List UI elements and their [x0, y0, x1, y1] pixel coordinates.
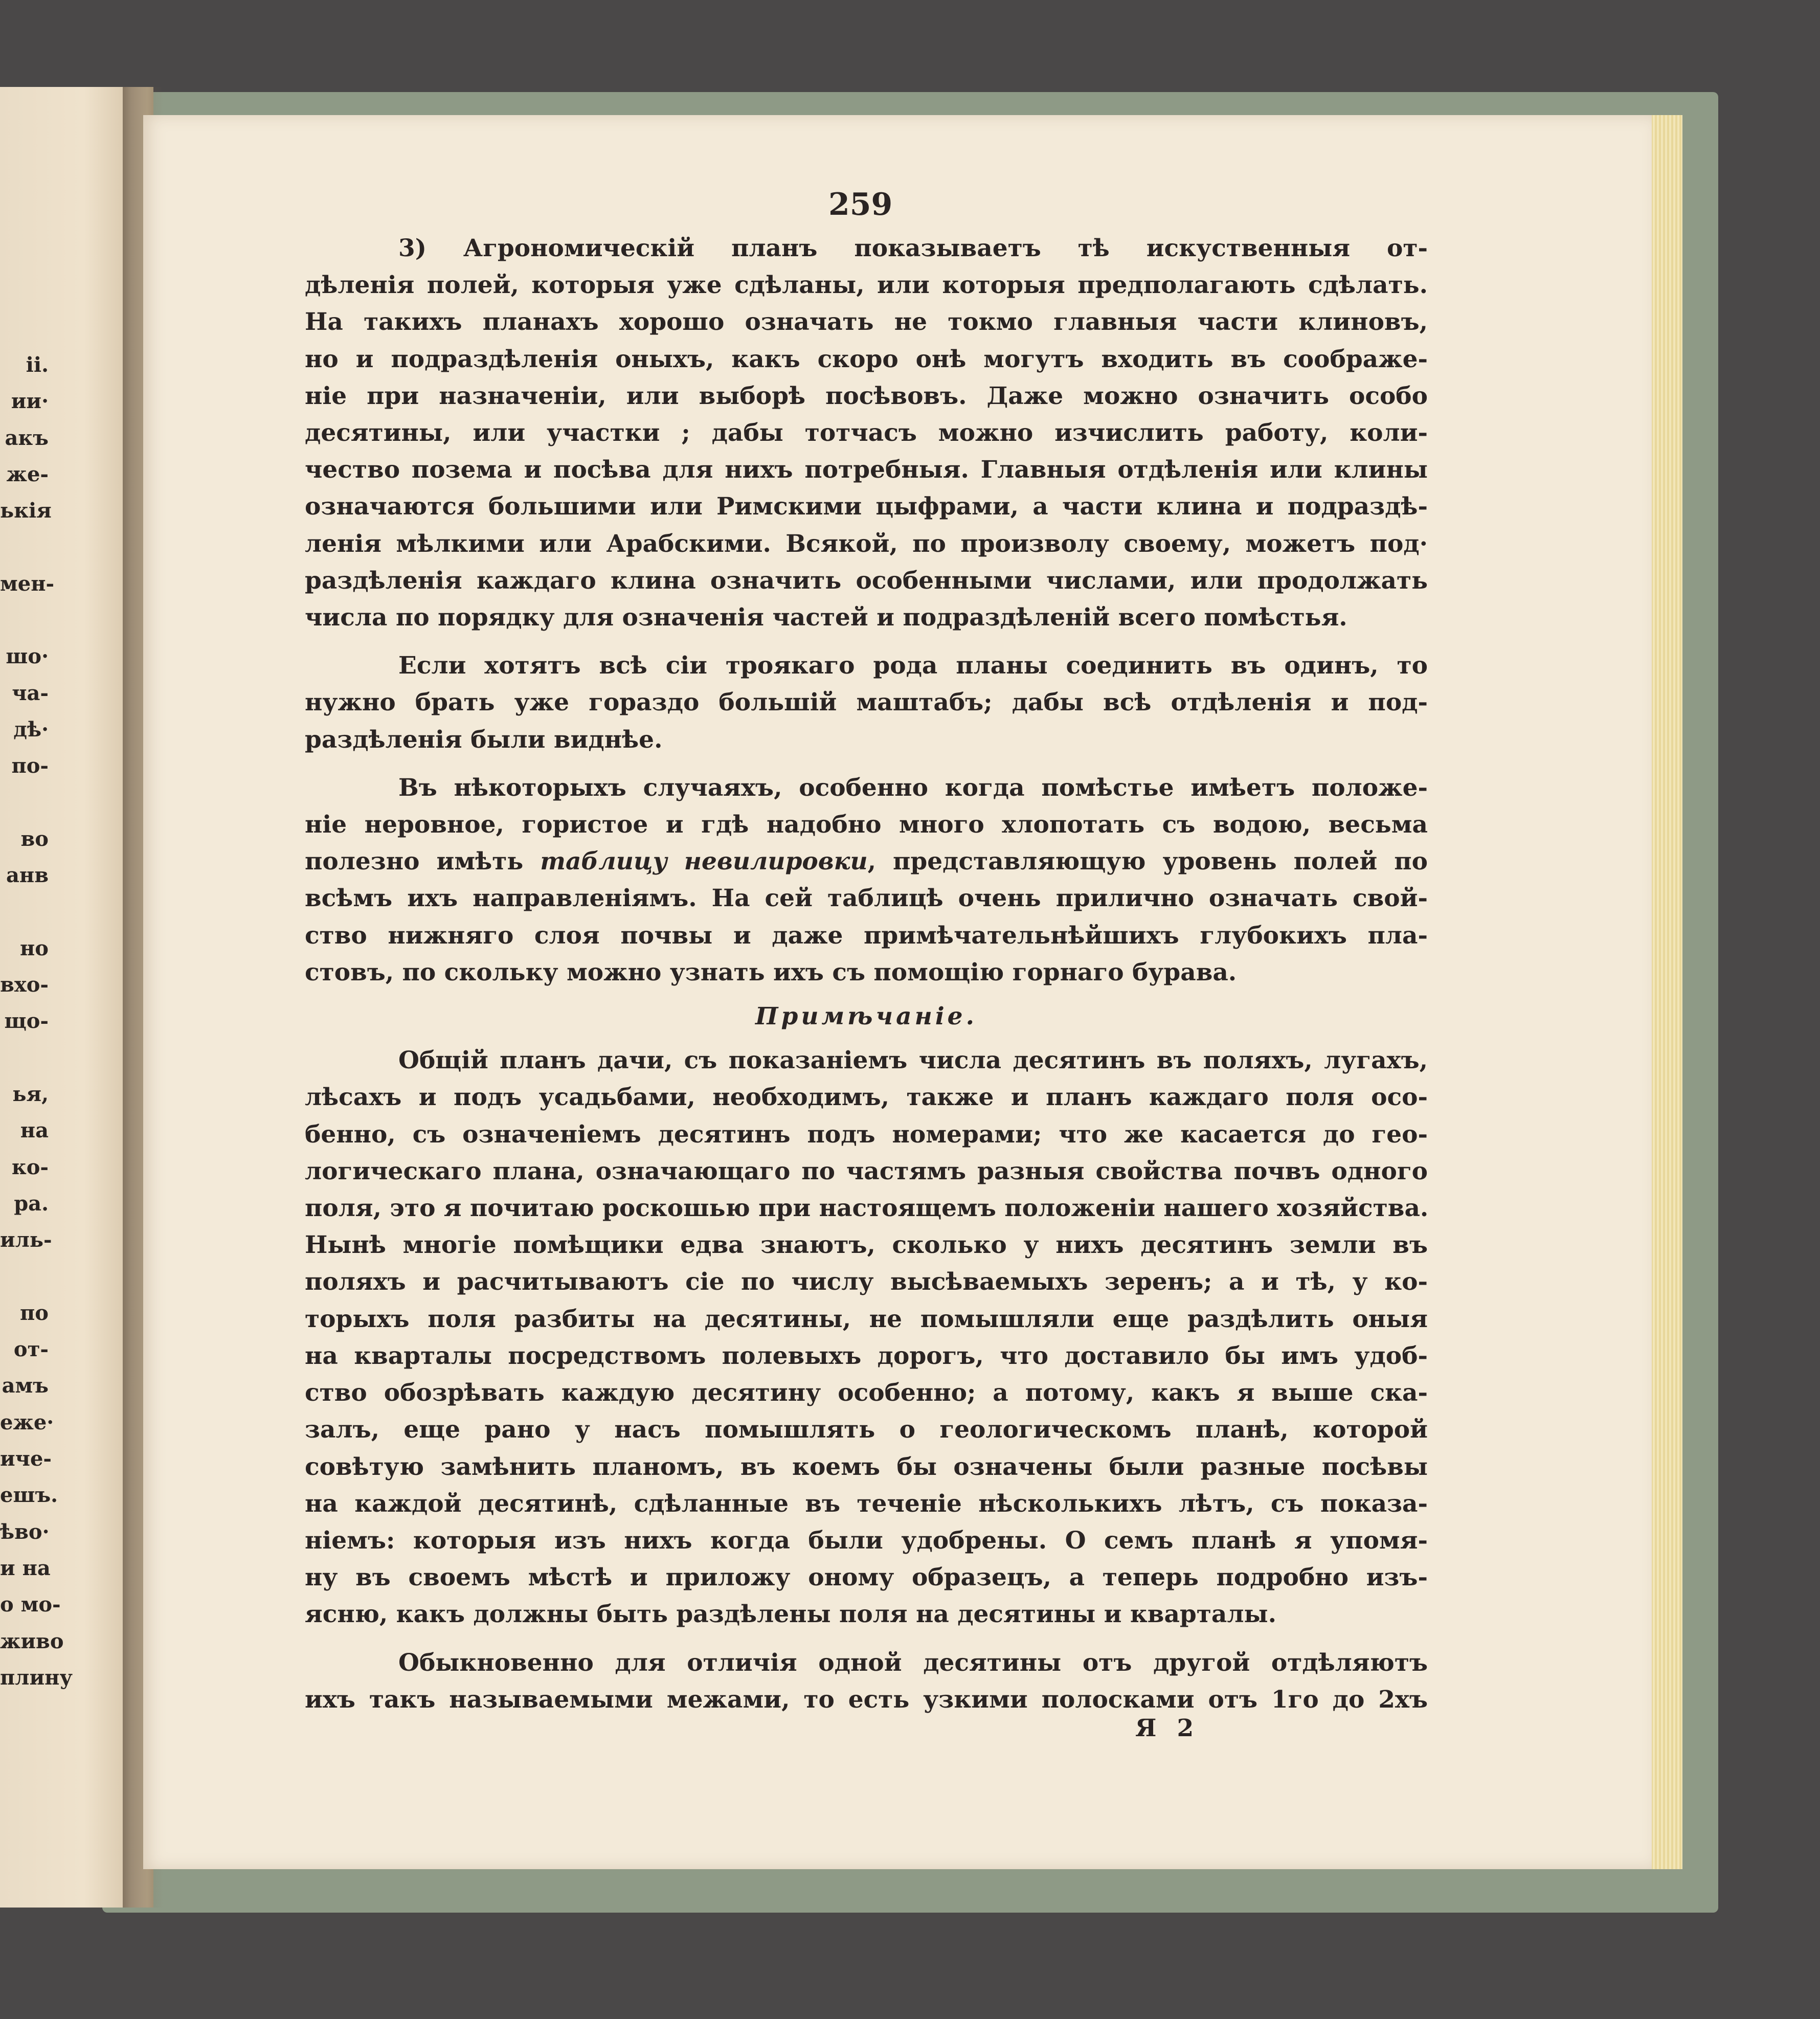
left-page-fragment: вхо-: [0, 973, 49, 997]
left-page-fragment: шо·: [6, 644, 49, 669]
text-segment: , представляющую уровень полей по: [867, 847, 1428, 876]
paragraph-note: [305, 1042, 1428, 1633]
text-line: Обыкновенно для отличія одной десятины отъ другой отдѣляютъ: [398, 1648, 1428, 1677]
text-line: залъ, еще рано у насъ помышлять о геологическомъ планѣ, которой: [305, 1416, 1428, 1444]
text-line: поляхъ и расчитываютъ сіе по числу высѣваемыхъ зеренъ; а и тѣ, у ко-: [305, 1268, 1428, 1296]
left-page-fragment: ко-: [11, 1155, 49, 1179]
section-heading: Примѣчаніе.: [755, 1002, 977, 1031]
text-line: раздѣленія каждаго клина означить особенными числами, или продолжать: [305, 566, 1428, 595]
text-line: всѣмъ ихъ направленіямъ. На сей таблицѣ очень прилично означать свой-: [305, 884, 1428, 913]
text-line: ленія мѣлкими или Арабскими. Всякой, по произволу своему, можетъ под·: [305, 529, 1428, 558]
text-line: На такихъ планахъ хорошо означать не токмо главныя части клиновъ,: [305, 308, 1428, 336]
text-line: ство обозрѣвать каждую десятину особенно; а потому, какъ я выше ска-: [305, 1379, 1428, 1407]
text-line: логическаго плана, означающаго по частямъ разныя свойства почвъ одного: [305, 1157, 1428, 1185]
left-page-fragment: мен-: [0, 571, 55, 596]
text-line: торыхъ поля разбиты на десятины, не помышляли еще раздѣлить оныя: [305, 1305, 1428, 1333]
signature-number: 2: [1177, 1714, 1194, 1742]
text-line: дѣленія полей, которыя уже сдѣланы, или которыя предполагають сдѣлать.: [305, 271, 1428, 300]
signature-letter: Я: [1135, 1714, 1157, 1742]
text-line: означаются большими или Римскими цыфрами, а части клина и подраздѣ-: [305, 492, 1428, 521]
page-number: 259: [828, 187, 893, 222]
text-line: бенно, съ означеніемъ десятинъ подъ номерами; что же касается до гео-: [305, 1120, 1428, 1149]
text-line: ство нижняго слоя почвы и даже примѣчательнѣйшихъ глубокихъ пла-: [305, 921, 1428, 950]
paragraph-combined-plans: [305, 647, 1428, 758]
text-line: ихъ такъ называемыми межами, то есть узкими полосками отъ 1го до 2хъ: [305, 1685, 1428, 1714]
text-line: Нынѣ многіе помѣщики едва знаютъ, сколько у нихъ десятинъ земли въ: [305, 1231, 1428, 1260]
text-line: 3) Агрономическій планъ показываетъ тѣ искуственныя от-: [398, 234, 1428, 262]
text-line: совѣтую замѣнить планомъ, въ коемъ бы означены были разные посѣвы: [305, 1452, 1428, 1481]
left-page-fragment: плину: [0, 1665, 73, 1690]
text-line: чество позема и посѣва для нихъ потребныя. Главныя отдѣленія или клины: [305, 456, 1428, 484]
left-page-fragment: живо: [0, 1629, 64, 1653]
text-line: на каждой десятинѣ, сдѣланные въ теченіе нѣсколькихъ лѣтъ, съ показа-: [305, 1489, 1428, 1518]
left-page-fragment: и на: [0, 1556, 51, 1580]
text-line: нужно брать уже гораздо большій маштабъ; дабы всѣ отдѣленія и под-: [305, 688, 1428, 717]
text-line: ніе неровное, гористое и гдѣ надобно много хлопотать съ водою, весьма: [305, 811, 1428, 839]
paragraph-boundaries: [305, 1645, 1428, 1718]
paragraph-agronomic-plan: [305, 230, 1428, 636]
left-page-fragment: ькія: [0, 499, 52, 523]
text-line: ніе при назначеніи, или выборѣ посѣвовъ. Даже можно означить особо: [305, 382, 1428, 410]
left-page-fragment: ешъ.: [0, 1483, 58, 1508]
italic-term: таблицу невилировки: [540, 847, 868, 876]
text-line: Въ нѣкоторыхъ случаяхъ, особенно когда помѣстье имѣетъ положе-: [398, 773, 1428, 802]
left-page-fragment: ии·: [11, 389, 49, 414]
left-page-fragment: ii.: [26, 353, 49, 377]
text-line: раздѣленія были виднѣе.: [305, 725, 663, 754]
left-page-fragment: по-: [11, 754, 49, 778]
left-page-fragment: ра.: [14, 1191, 49, 1216]
text-line: ясню, какъ должны быть раздѣлены поля на десятины и кварталы.: [305, 1600, 1276, 1629]
left-page-fragment: во: [20, 826, 49, 851]
text-line: но и подраздѣленія оныхъ, какъ скоро онѣ могутъ входить въ соображе-: [305, 345, 1428, 373]
text-line: ніемъ: которыя изъ нихъ когда были удобрены. О семъ планѣ я упомя-: [305, 1526, 1428, 1555]
left-page-fragment: же-: [6, 462, 49, 486]
left-page-fragment: от-: [13, 1337, 49, 1362]
text-segment: полезно имѣть: [305, 847, 541, 876]
left-page-fragment: иче-: [0, 1447, 52, 1471]
text-line: поля, это я почитаю роскошью при настоящемъ положеніи нашего хозяйства.: [305, 1194, 1429, 1223]
left-page-fragment: по: [20, 1300, 49, 1325]
text-line: Общій планъ дачи, съ показаніемъ числа десятинъ въ поляхъ, лугахъ,: [398, 1046, 1428, 1075]
left-page-fragment: амъ: [2, 1374, 49, 1398]
left-page-fragment: що-: [4, 1009, 49, 1034]
left-page-fragment: ья,: [12, 1082, 49, 1106]
text-line: на кварталы посредствомъ полевыхъ дорогъ, что доставило бы имъ удоб-: [305, 1341, 1428, 1370]
text-line: числа по порядку для означенія частей и подраздѣленій всего помѣстья.: [305, 603, 1347, 632]
text-line: ну въ своемъ мѣстѣ и приложу оному образецъ, а теперь подробно изъ-: [305, 1563, 1428, 1592]
paragraph-levelling-table: [305, 770, 1428, 991]
left-page-fragment: но: [20, 936, 49, 960]
page-block-edges: [1651, 115, 1682, 1869]
page-body: [305, 230, 1428, 1718]
left-page-fragment: на: [20, 1118, 49, 1143]
left-page-fragment: о мо-: [0, 1592, 61, 1617]
left-page-fragment: дѣ·: [13, 717, 49, 742]
left-page-fragment: анв: [6, 863, 49, 888]
text-line: [305, 843, 1428, 880]
left-page-fragment: акъ: [5, 425, 49, 450]
signature-mark: [1115, 1714, 1194, 1742]
text-line: десятины, или участки ; дабы тотчасъ можно изчислить работу, коли-: [305, 419, 1428, 447]
text-line: лѣсахъ и подъ усадьбами, необходимъ, также и планъ каждаго поля осо-: [305, 1083, 1428, 1112]
left-page-fragment: ча-: [12, 681, 49, 705]
left-page-fragment: ѣво·: [0, 1519, 50, 1544]
text-line: Если хотятъ всѣ сіи троякаго рода планы соединить въ одинъ, то: [398, 652, 1428, 680]
left-page-fragment: еже·: [0, 1410, 54, 1434]
left-page-fragment: иль-: [0, 1228, 52, 1252]
text-line: стовъ, по скольку можно узнать ихъ съ помощію горнаго бурава.: [305, 958, 1237, 986]
